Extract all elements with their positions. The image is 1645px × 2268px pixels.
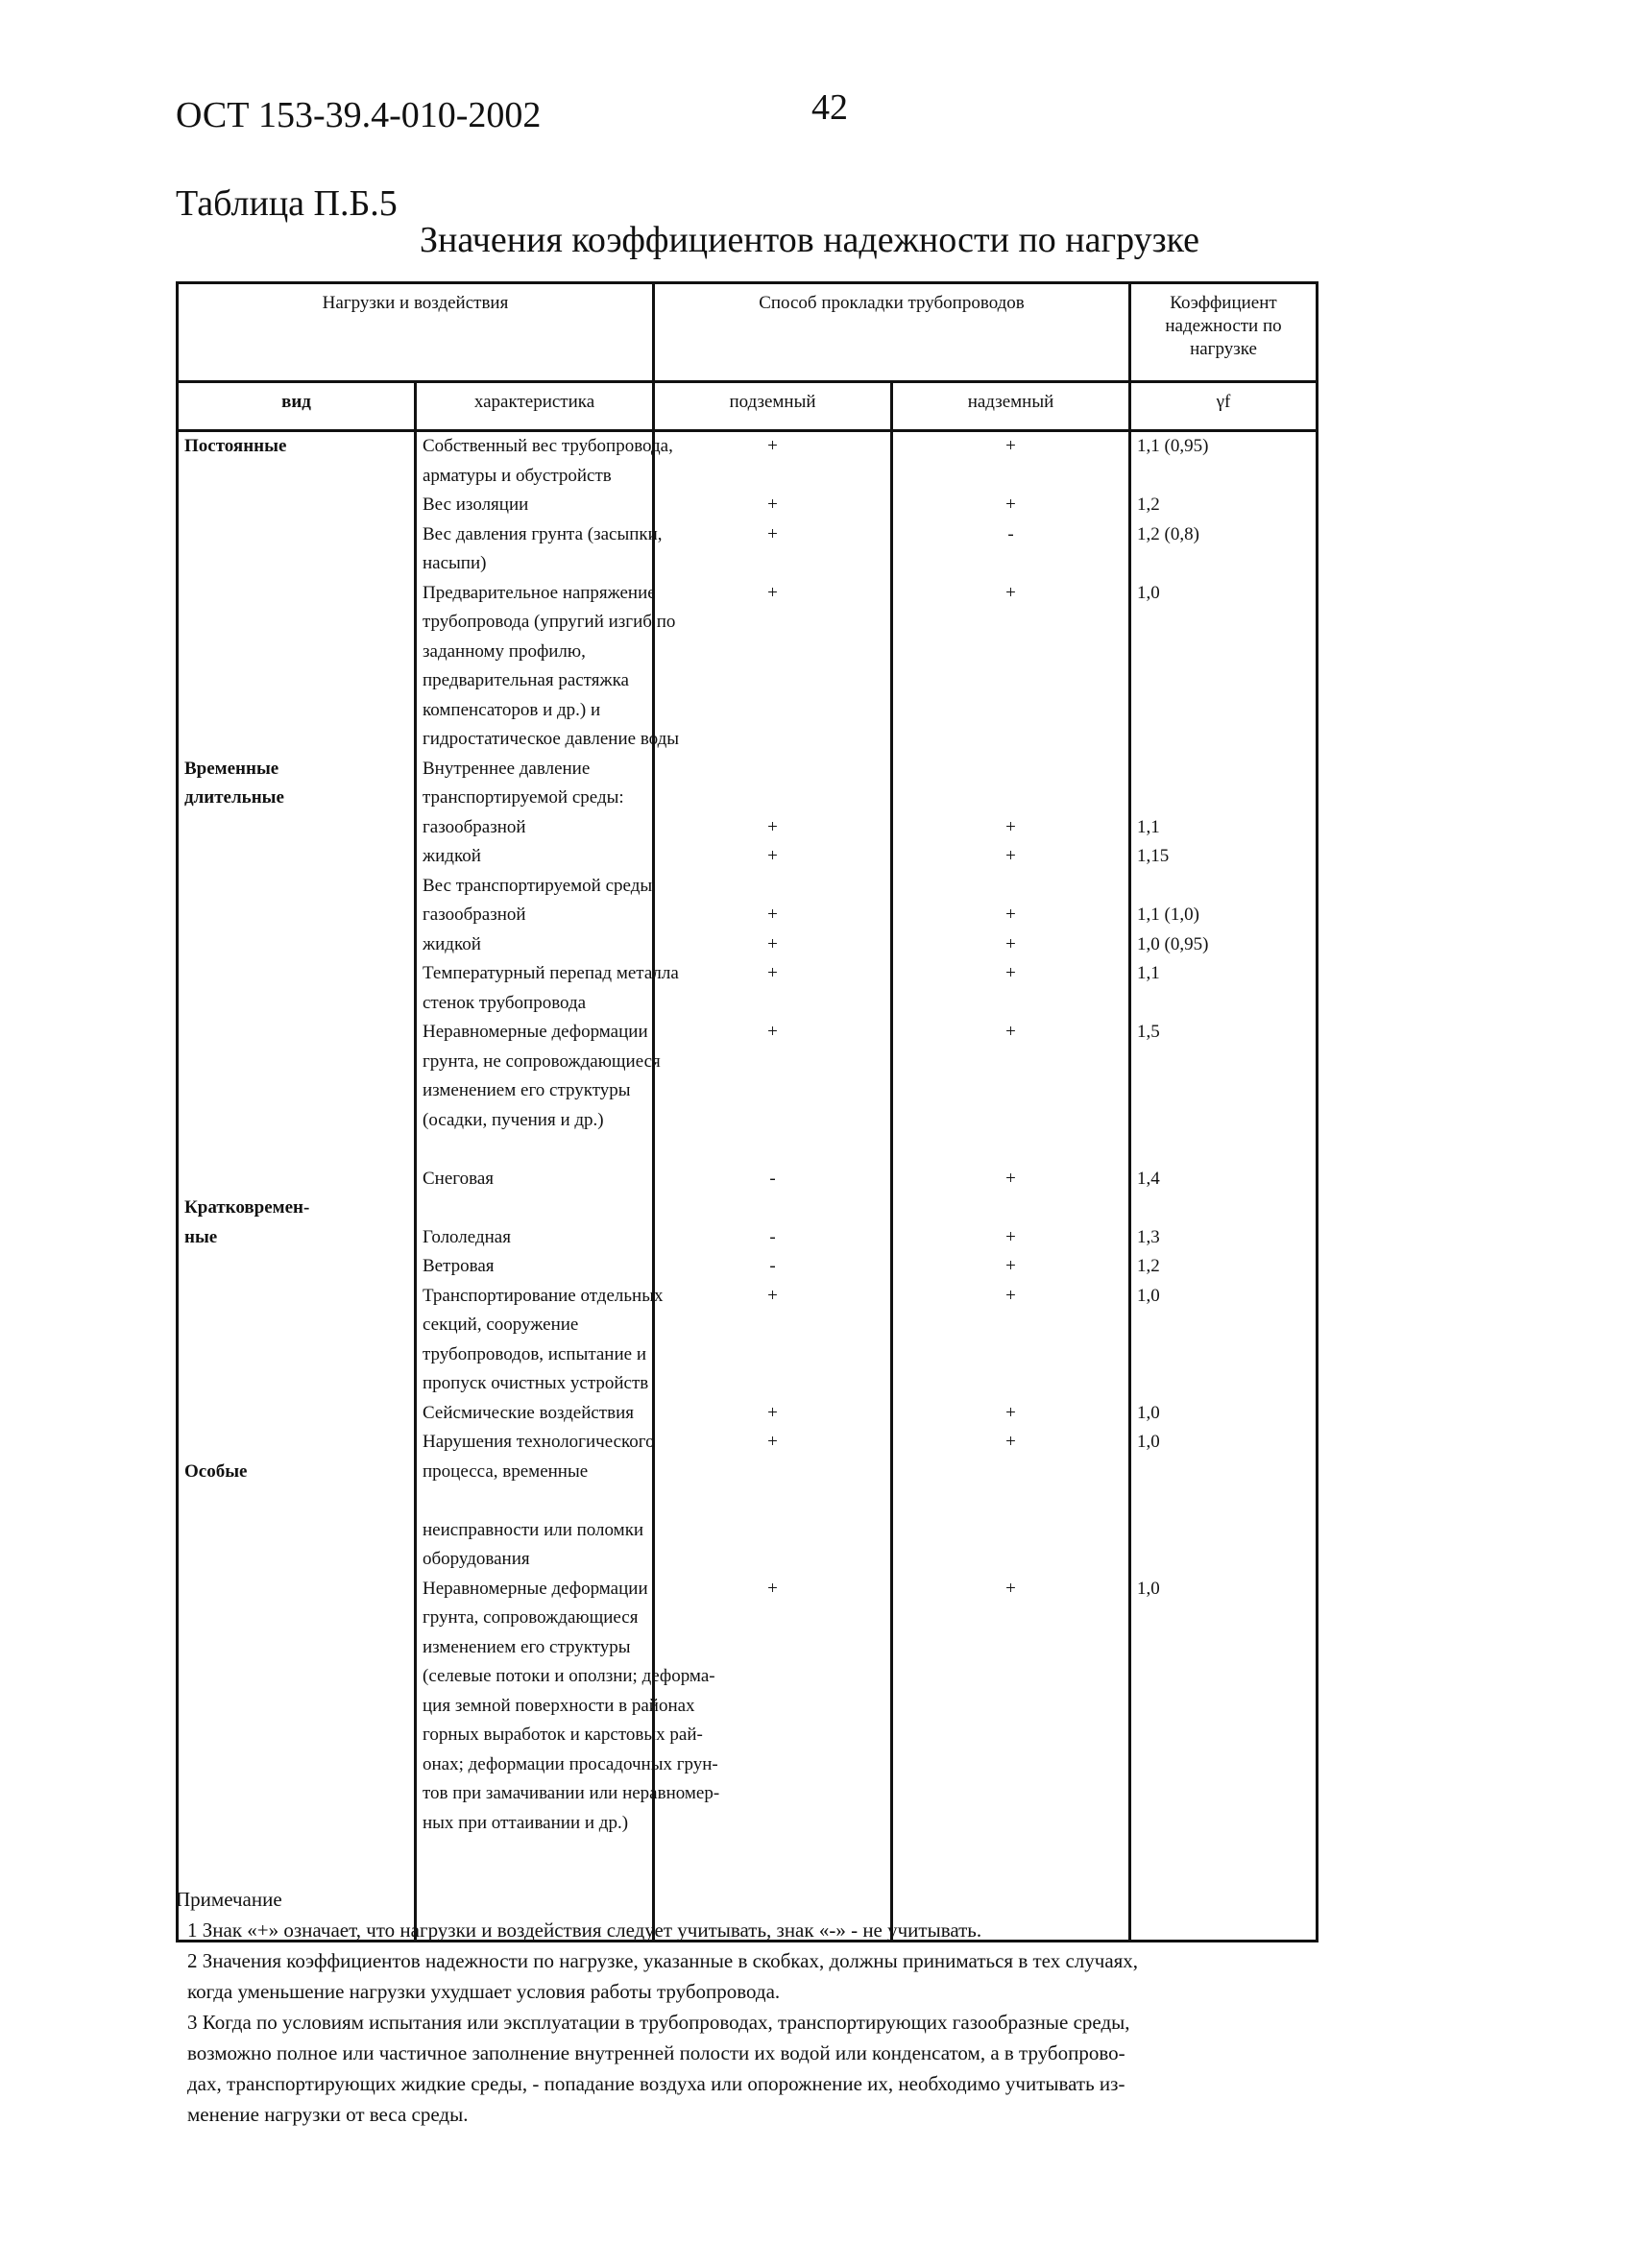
coefficient-value bbox=[1137, 462, 1310, 492]
notes-title: Примечание bbox=[176, 1888, 282, 1911]
load-type-cell bbox=[184, 842, 408, 872]
characteristic-cell: Транспортирование отдельных bbox=[423, 1285, 664, 1306]
overground-mark: + bbox=[1005, 582, 1016, 603]
coefficient-value bbox=[1137, 1340, 1310, 1370]
coefficient-value: 1,0 bbox=[1137, 582, 1160, 603]
characteristic-cell: трубопроводов, испытание и bbox=[423, 1343, 646, 1364]
overground-mark bbox=[899, 1779, 1123, 1809]
underground-mark bbox=[661, 1458, 884, 1487]
note-line: когда уменьшение нагрузки ухудшает условия работы трубопровода. bbox=[187, 1980, 781, 2003]
coefficient-value bbox=[1137, 1662, 1310, 1692]
column-characteristic bbox=[416, 431, 720, 1942]
load-type-cell bbox=[184, 1692, 408, 1722]
coefficient-value bbox=[1137, 1604, 1310, 1633]
overground-mark bbox=[899, 549, 1123, 579]
load-type-cell bbox=[184, 1604, 408, 1633]
overground-mark bbox=[899, 1458, 1123, 1487]
header-characteristic: характеристика bbox=[416, 382, 654, 431]
characteristic-cell bbox=[423, 1194, 646, 1223]
underground-mark: + bbox=[767, 846, 778, 866]
coefficient-value: 1,2 (0,8) bbox=[1137, 523, 1199, 544]
load-type-cell bbox=[184, 989, 408, 1019]
characteristic-cell: стенок трубопровода bbox=[423, 992, 587, 1013]
characteristic-cell: ция земной поверхности в районах bbox=[423, 1695, 695, 1716]
note-line: 3 Когда по условиям испытания или эксплуатации в трубопроводах, транспортирующих газообразные среды, bbox=[187, 2011, 1130, 2034]
load-type-cell bbox=[184, 1428, 408, 1458]
coefficient-value: 1,0 (0,95) bbox=[1137, 933, 1209, 954]
underground-mark: - bbox=[769, 1256, 776, 1276]
overground-mark: + bbox=[1005, 1402, 1016, 1423]
overground-mark bbox=[899, 725, 1123, 755]
underground-mark bbox=[661, 1340, 884, 1370]
characteristic-cell: неисправности или поломки bbox=[423, 1519, 644, 1540]
underground-mark bbox=[661, 1604, 884, 1633]
coefficient-value bbox=[1137, 1076, 1310, 1106]
underground-mark: + bbox=[767, 1285, 778, 1306]
underground-mark bbox=[661, 725, 884, 755]
load-type-cell bbox=[184, 520, 408, 550]
overground-mark bbox=[899, 696, 1123, 726]
overground-mark bbox=[899, 1604, 1123, 1633]
header-method: Способ прокладки трубопроводов bbox=[654, 283, 1130, 382]
underground-mark bbox=[661, 1106, 884, 1136]
underground-mark: + bbox=[767, 495, 778, 515]
underground-mark bbox=[661, 608, 884, 638]
load-type-cell bbox=[184, 1545, 408, 1575]
coefficient-value bbox=[1137, 1048, 1310, 1077]
load-type-cell bbox=[184, 1165, 408, 1194]
column-type bbox=[178, 431, 416, 1942]
characteristic-cell: онах; деформации просадочных грун- bbox=[423, 1753, 718, 1774]
characteristic-cell: секций, сооружение bbox=[423, 1315, 579, 1335]
underground-mark bbox=[661, 784, 884, 813]
load-type-cell bbox=[184, 462, 408, 492]
underground-mark bbox=[661, 1311, 884, 1340]
coefficient-value: 1,1 (0,95) bbox=[1137, 436, 1209, 456]
overground-mark: + bbox=[1005, 436, 1016, 456]
underground-mark: - bbox=[769, 1168, 776, 1189]
characteristic-cell: тов при замачивании или неравномер- bbox=[423, 1783, 720, 1803]
coefficient-value bbox=[1137, 696, 1310, 726]
coefficient-value bbox=[1137, 1750, 1310, 1780]
overground-mark: + bbox=[1005, 846, 1016, 866]
underground-mark bbox=[661, 1633, 884, 1663]
coefficient-value bbox=[1137, 608, 1310, 638]
column-coefficient bbox=[1130, 431, 1318, 1942]
coefficient-value bbox=[1137, 1106, 1310, 1136]
characteristic-cell: горных выработок и карстовых рай- bbox=[423, 1725, 703, 1745]
coefficient-value: 1,0 bbox=[1137, 1285, 1160, 1306]
note-line: менение нагрузки от веса среды. bbox=[187, 2103, 469, 2126]
load-type-cell bbox=[184, 1048, 408, 1077]
characteristic-cell: транспортируемой среды: bbox=[423, 787, 624, 808]
header-overground: надземный bbox=[892, 382, 1130, 431]
overground-mark: + bbox=[1005, 1022, 1016, 1042]
characteristic-cell: оборудования bbox=[423, 1549, 530, 1569]
header-coefficient: Коэффициент надежности по нагрузке bbox=[1130, 283, 1318, 382]
load-type-cell bbox=[184, 549, 408, 579]
table-subheader-row bbox=[178, 382, 1318, 431]
coefficient-value: 1,1 bbox=[1137, 963, 1160, 983]
coefficient-value bbox=[1137, 1311, 1310, 1340]
coefficient-value bbox=[1137, 784, 1310, 813]
overground-mark bbox=[899, 608, 1123, 638]
underground-mark: + bbox=[767, 1022, 778, 1042]
underground-mark: + bbox=[767, 1432, 778, 1452]
note-line: 1 Знак «+» означает, что нагрузки и воздействия следует учитывать, знак «-» - не учитывать. bbox=[187, 1918, 982, 1942]
table-title: Значения коэффициентов надежности по нагрузке bbox=[420, 220, 1199, 260]
header-gamma: γf bbox=[1130, 382, 1318, 431]
coefficient-value bbox=[1137, 1458, 1310, 1487]
overground-mark bbox=[899, 1809, 1123, 1839]
characteristic-cell: Вес давления грунта (засыпки, bbox=[423, 523, 663, 544]
note-line: 2 Значения коэффициентов надежности по нагрузке, указанные в скобках, должны приниматься в тех случаях, bbox=[187, 1949, 1139, 1972]
characteristic-cell: Гололедная bbox=[423, 1226, 511, 1247]
overground-mark bbox=[899, 1662, 1123, 1692]
characteristic-cell: Неравномерные деформации bbox=[423, 1022, 648, 1042]
underground-mark bbox=[661, 1135, 884, 1165]
characteristic-cell: трубопровода (упругий изгиб по bbox=[423, 612, 676, 632]
coefficient-value bbox=[1137, 666, 1310, 696]
characteristic-cell: Собственный вес трубопровода, bbox=[423, 436, 673, 456]
coefficient-value: 1,0 bbox=[1137, 1432, 1160, 1452]
overground-mark: + bbox=[1005, 816, 1016, 837]
underground-mark: + bbox=[767, 963, 778, 983]
load-type-cell: Особые bbox=[184, 1460, 248, 1482]
underground-mark bbox=[661, 666, 884, 696]
coefficient-value bbox=[1137, 549, 1310, 579]
coefficient-value: 1,3 bbox=[1137, 1226, 1160, 1247]
header-type: вид bbox=[178, 382, 416, 431]
coefficient-value bbox=[1137, 1135, 1310, 1165]
overground-mark bbox=[899, 1545, 1123, 1575]
overground-mark bbox=[899, 1369, 1123, 1399]
underground-mark bbox=[661, 638, 884, 667]
load-type-cell bbox=[184, 696, 408, 726]
coefficient-value: 1,4 bbox=[1137, 1168, 1160, 1189]
overground-mark bbox=[899, 784, 1123, 813]
underground-mark bbox=[661, 462, 884, 492]
document-code: ОСТ 153-39.4-010-2002 bbox=[176, 95, 542, 135]
load-type-cell: Кратковремен- bbox=[184, 1197, 310, 1218]
coefficient-value bbox=[1137, 1194, 1310, 1223]
characteristic-cell: изменением его структуры bbox=[423, 1080, 631, 1100]
underground-mark bbox=[661, 1486, 884, 1516]
load-type-cell bbox=[184, 1779, 408, 1809]
overground-mark bbox=[899, 872, 1123, 902]
characteristic-cell: жидкой bbox=[423, 933, 481, 954]
characteristic-cell: (селевые потоки и оползни; деформа- bbox=[423, 1666, 715, 1686]
load-type-cell bbox=[184, 930, 408, 960]
load-type-cell bbox=[184, 1282, 408, 1312]
overground-mark: + bbox=[1005, 495, 1016, 515]
underground-mark: + bbox=[767, 816, 778, 837]
load-type-cell bbox=[184, 1750, 408, 1780]
underground-mark: + bbox=[767, 1578, 778, 1599]
characteristic-cell: арматуры и обустройств bbox=[423, 465, 612, 486]
overground-mark bbox=[899, 1516, 1123, 1546]
load-type-cell bbox=[184, 1486, 408, 1516]
underground-mark bbox=[661, 549, 884, 579]
load-type-cell: длительные bbox=[184, 787, 284, 808]
overground-mark bbox=[899, 1750, 1123, 1780]
underground-mark: + bbox=[767, 905, 778, 925]
load-type-cell bbox=[184, 813, 408, 843]
load-type-cell bbox=[184, 1311, 408, 1340]
coefficient-value bbox=[1137, 1516, 1310, 1546]
underground-mark: + bbox=[767, 582, 778, 603]
overground-mark bbox=[899, 1486, 1123, 1516]
underground-mark bbox=[661, 1516, 884, 1546]
characteristic-cell: грунта, сопровождающиеся bbox=[423, 1607, 639, 1628]
coefficient-value bbox=[1137, 1809, 1310, 1839]
characteristic-cell: пропуск очистных устройств bbox=[423, 1373, 649, 1393]
characteristic-cell: Снеговая bbox=[423, 1168, 494, 1189]
underground-mark: - bbox=[769, 1226, 776, 1247]
load-type-cell bbox=[184, 1809, 408, 1839]
underground-mark bbox=[661, 1545, 884, 1575]
notes bbox=[176, 1884, 1501, 2130]
overground-mark: + bbox=[1005, 905, 1016, 925]
load-type-cell: ные bbox=[184, 1226, 218, 1247]
coefficient-value bbox=[1137, 1721, 1310, 1750]
characteristic-cell: гидростатическое давление воды bbox=[423, 729, 680, 749]
load-type-cell bbox=[184, 1516, 408, 1546]
page-number: 42 bbox=[811, 87, 848, 128]
load-type-cell bbox=[184, 1369, 408, 1399]
overground-mark bbox=[899, 1633, 1123, 1663]
table-label: Таблица П.Б.5 bbox=[176, 183, 398, 224]
underground-mark bbox=[661, 696, 884, 726]
load-type-cell bbox=[184, 1340, 408, 1370]
characteristic-cell: компенсаторов и др.) и bbox=[423, 699, 601, 720]
overground-mark bbox=[899, 462, 1123, 492]
coefficient-value bbox=[1137, 1633, 1310, 1663]
overground-mark bbox=[899, 666, 1123, 696]
overground-mark: + bbox=[1005, 1432, 1016, 1452]
coefficient-value bbox=[1137, 872, 1310, 902]
underground-mark bbox=[661, 1194, 884, 1223]
note-line: дах, транспортирующих жидкие среды, - попадание воздуха или опорожнение их, необходимо учитывать из- bbox=[187, 2072, 1125, 2095]
load-type-cell bbox=[184, 1721, 408, 1750]
characteristic-cell: Предварительное напряжение bbox=[423, 582, 656, 603]
coefficient-value bbox=[1137, 1545, 1310, 1575]
load-type-cell bbox=[184, 638, 408, 667]
overground-mark: + bbox=[1005, 1578, 1016, 1599]
load-type-cell: Постоянные bbox=[184, 436, 287, 456]
characteristic-cell: изменением его структуры bbox=[423, 1636, 631, 1657]
coefficient-value bbox=[1137, 989, 1310, 1019]
load-type-cell bbox=[184, 959, 408, 989]
characteristic-cell: Внутреннее давление bbox=[423, 758, 591, 779]
load-type-cell bbox=[184, 901, 408, 930]
characteristic-cell: Неравномерные деформации bbox=[423, 1578, 648, 1599]
overground-mark bbox=[899, 1692, 1123, 1722]
characteristic-cell: Ветровая bbox=[423, 1256, 495, 1276]
load-type-cell bbox=[184, 1135, 408, 1165]
underground-mark: + bbox=[767, 1402, 778, 1423]
characteristic-cell bbox=[423, 1135, 646, 1165]
underground-mark: + bbox=[767, 933, 778, 954]
load-type-cell bbox=[184, 872, 408, 902]
underground-mark bbox=[661, 755, 884, 784]
table-header-row bbox=[178, 283, 1318, 382]
underground-mark bbox=[661, 989, 884, 1019]
underground-mark bbox=[661, 1809, 884, 1839]
coefficient-value bbox=[1137, 1486, 1310, 1516]
characteristic-cell: грунта, не сопровождающиеся bbox=[423, 1050, 661, 1072]
coefficient-value: 1,2 bbox=[1137, 495, 1160, 515]
coefficient-value: 1,15 bbox=[1137, 846, 1170, 866]
overground-mark bbox=[899, 638, 1123, 667]
coefficient-value bbox=[1137, 755, 1310, 784]
underground-mark: + bbox=[767, 436, 778, 456]
characteristic-cell: насыпи) bbox=[423, 553, 487, 573]
overground-mark bbox=[899, 1076, 1123, 1106]
load-type-cell bbox=[184, 1076, 408, 1106]
overground-mark bbox=[899, 1311, 1123, 1340]
load-type-cell bbox=[184, 1252, 408, 1282]
coefficient-value: 1,0 bbox=[1137, 1402, 1160, 1423]
characteristic-cell: газообразной bbox=[423, 905, 526, 925]
load-type-cell bbox=[184, 1662, 408, 1692]
load-type-cell bbox=[184, 1018, 408, 1048]
overground-mark bbox=[899, 1048, 1123, 1077]
characteristic-cell: Температурный перепад металла bbox=[423, 963, 679, 983]
characteristic-cell: газообразной bbox=[423, 816, 526, 837]
coefficient-value bbox=[1137, 725, 1310, 755]
coefficient-value: 1,5 bbox=[1137, 1022, 1160, 1042]
characteristic-cell: процесса, временные bbox=[423, 1460, 589, 1482]
coefficient-value bbox=[1137, 638, 1310, 667]
overground-mark bbox=[899, 1721, 1123, 1750]
overground-mark bbox=[899, 1194, 1123, 1223]
underground-mark bbox=[661, 1076, 884, 1106]
load-type-cell bbox=[184, 1106, 408, 1136]
table-body-row bbox=[178, 431, 1318, 1942]
load-type-cell bbox=[184, 608, 408, 638]
underground-mark: + bbox=[767, 523, 778, 544]
load-type-cell bbox=[184, 1633, 408, 1663]
coefficient-value: 1,0 bbox=[1137, 1578, 1160, 1599]
overground-mark: + bbox=[1005, 1168, 1016, 1189]
coefficient-value: 1,2 bbox=[1137, 1256, 1160, 1276]
overground-mark bbox=[899, 755, 1123, 784]
characteristic-cell: предварительная растяжка bbox=[423, 670, 629, 690]
characteristic-cell: Сейсмические воздействия bbox=[423, 1402, 634, 1423]
header-loads: Нагрузки и воздействия bbox=[178, 283, 654, 382]
load-type-cell bbox=[184, 491, 408, 520]
coefficient-value: 1,1 (1,0) bbox=[1137, 905, 1199, 925]
load-type-cell bbox=[184, 666, 408, 696]
coefficient-value bbox=[1137, 1779, 1310, 1809]
overground-mark: + bbox=[1005, 1256, 1016, 1276]
characteristic-cell: жидкой bbox=[423, 846, 481, 866]
underground-mark bbox=[661, 872, 884, 902]
overground-mark: + bbox=[1005, 1226, 1016, 1247]
overground-mark: + bbox=[1005, 933, 1016, 954]
load-type-cell bbox=[184, 1838, 408, 1868]
header-underground: подземный bbox=[654, 382, 892, 431]
characteristic-cell bbox=[423, 1486, 646, 1516]
overground-mark bbox=[899, 1135, 1123, 1165]
note-line: возможно полное или частичное заполнение внутренней полости их водой или конденсатом, а в трубопрово- bbox=[187, 2041, 1125, 2064]
overground-mark bbox=[899, 989, 1123, 1019]
underground-mark bbox=[661, 1048, 884, 1077]
load-coefficients-table bbox=[176, 281, 1318, 1942]
overground-mark: + bbox=[1005, 1285, 1016, 1306]
overground-mark: + bbox=[1005, 963, 1016, 983]
overground-mark bbox=[899, 1106, 1123, 1136]
overground-mark: - bbox=[1007, 523, 1014, 544]
load-type-cell bbox=[184, 1575, 408, 1604]
characteristic-cell: заданному профилю, bbox=[423, 640, 586, 662]
load-type-cell: Временные bbox=[184, 758, 279, 779]
column-overground bbox=[892, 431, 1130, 1942]
characteristic-cell: ных при оттаивании и др.) bbox=[423, 1812, 629, 1833]
underground-mark bbox=[661, 1369, 884, 1399]
coefficient-value: 1,1 bbox=[1137, 816, 1160, 837]
coefficient-value bbox=[1137, 1369, 1310, 1399]
characteristic-cell: Вес транспортируемой среды bbox=[423, 875, 653, 896]
coefficient-value bbox=[1137, 1692, 1310, 1722]
characteristic-cell: Вес изоляции bbox=[423, 495, 529, 515]
characteristic-cell: (осадки, пучения и др.) bbox=[423, 1109, 604, 1130]
characteristic-cell: Нарушения технологического bbox=[423, 1432, 655, 1452]
load-type-cell bbox=[184, 1399, 408, 1429]
load-type-cell bbox=[184, 725, 408, 755]
overground-mark bbox=[899, 1340, 1123, 1370]
load-type-cell bbox=[184, 579, 408, 609]
